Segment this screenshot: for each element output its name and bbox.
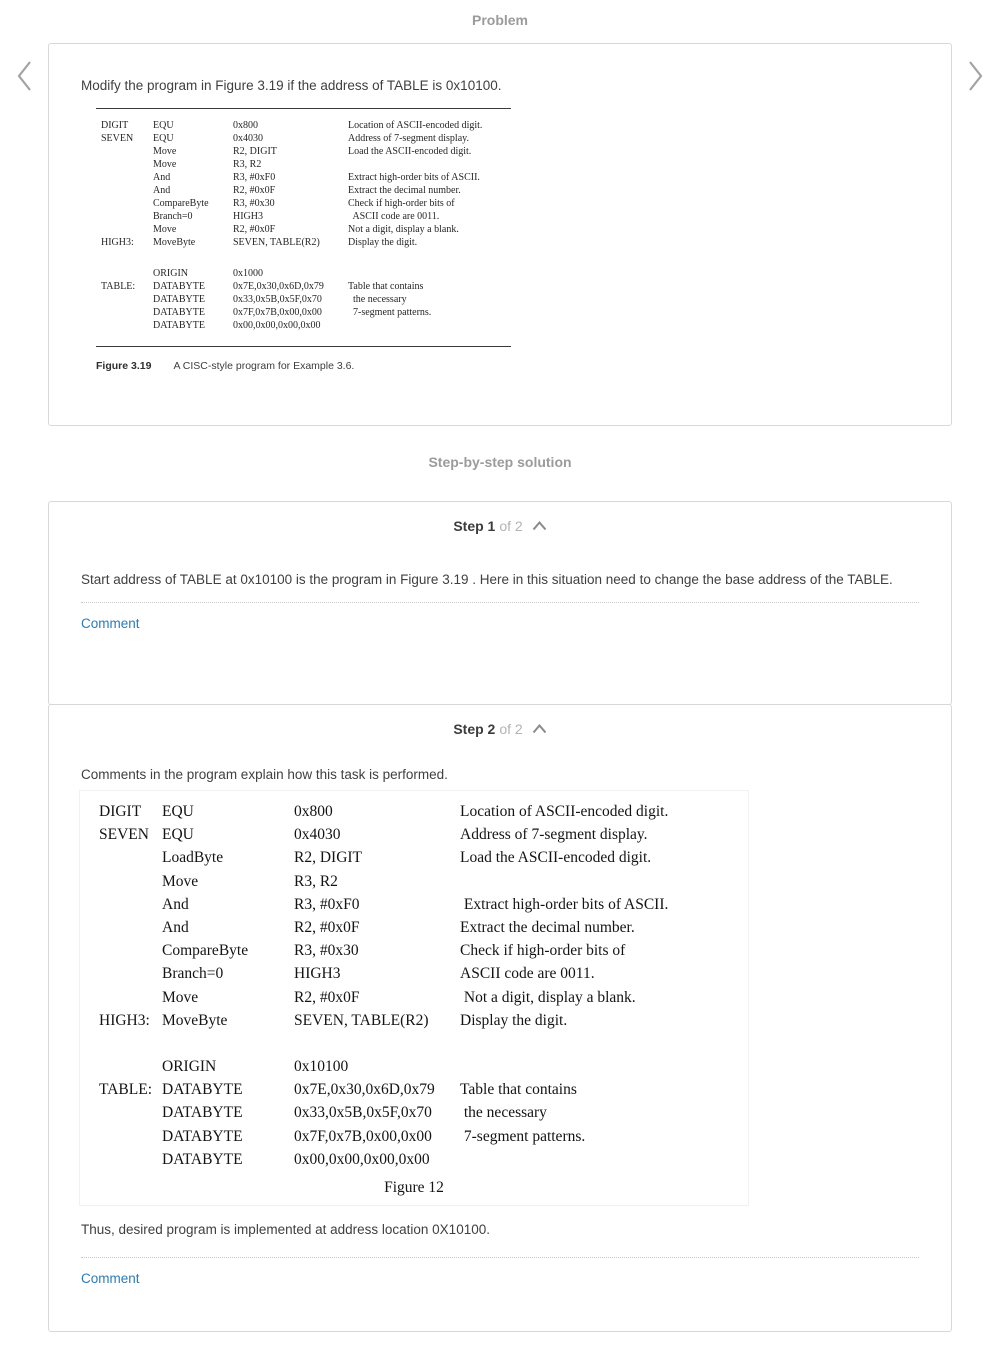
code-row (80, 800, 748, 823)
code-mnemonic: And (153, 185, 171, 196)
code-row (101, 145, 511, 158)
code-row (80, 1148, 748, 1171)
code-comment (348, 319, 511, 332)
chevron-left-icon (13, 81, 37, 98)
code-mnemonic: DATABYTE (162, 1127, 243, 1145)
step-2-count: of 2 (499, 721, 523, 737)
code-comment: 7-segment patterns. (460, 1127, 586, 1145)
collapse-step-2-button[interactable] (532, 720, 547, 738)
code-row (101, 267, 511, 280)
code-label: SEVEN (101, 133, 134, 144)
code-mnemonic: And (162, 895, 189, 913)
code-row (80, 916, 748, 939)
code-comment: Table that contains (348, 281, 424, 292)
chevron-up-icon (532, 721, 547, 737)
code-label: TABLE: (101, 281, 136, 292)
figure-12 (79, 790, 749, 1206)
code-comment: Extract high-order bits of ASCII. (460, 895, 669, 913)
code-mnemonic: Move (153, 224, 177, 235)
step-1-header (81, 502, 919, 535)
code-operand: 0x7E,0x30,0x6D,0x79 (294, 1081, 435, 1099)
code-label (99, 1125, 162, 1148)
code-mnemonic: CompareByte (162, 942, 249, 960)
code-label (101, 267, 153, 280)
code-operand: SEVEN, TABLE(R2) (294, 1011, 429, 1029)
code-operand: R2, #0x0F (294, 919, 360, 937)
step-1-title: Step 1 (453, 518, 496, 534)
code-row (101, 236, 511, 249)
step-2-paragraph: Comments in the program explain how this task is performed. (81, 767, 448, 782)
code-comment: Load the ASCII-encoded digit. (460, 849, 652, 867)
code-label: DIGIT (99, 803, 142, 820)
code-label: HIGH3: (99, 1011, 150, 1029)
code-mnemonic: LoadByte (162, 849, 224, 867)
code-label (101, 306, 153, 319)
figure-caption-text: A CISC-style program for Example 3.6. (173, 360, 355, 372)
code-comment: the necessary (460, 1104, 547, 1122)
code-label (99, 939, 162, 962)
code-mnemonic: DATABYTE (153, 307, 205, 318)
code-label (99, 1101, 162, 1124)
code-row (101, 171, 511, 184)
code-operand: R3, R2 (233, 159, 262, 170)
code-operand: 0x1000 (233, 268, 263, 279)
code-row (80, 1055, 748, 1078)
code-row (80, 893, 748, 916)
code-row (101, 197, 511, 210)
code-operand: 0x800 (233, 120, 258, 131)
code-comment (348, 158, 511, 171)
code-row (101, 210, 511, 223)
step-1-divider (81, 602, 919, 603)
code-label (101, 171, 153, 184)
code-operand: HIGH3 (233, 211, 263, 222)
code-row (101, 293, 511, 306)
figure-3-19-code-table (101, 267, 511, 332)
code-label (99, 846, 162, 869)
code-operand: R2, DIGIT (294, 849, 363, 867)
code-comment: ASCII code are 0011. (460, 965, 595, 983)
code-operand: R3, R2 (294, 872, 338, 890)
code-row (80, 939, 748, 962)
chevron-up-icon (532, 518, 547, 534)
code-row (101, 223, 511, 236)
code-comment: the necessary (348, 294, 407, 305)
code-operand: R2, #0x0F (233, 224, 276, 235)
code-mnemonic: Move (162, 988, 199, 1006)
code-mnemonic: And (162, 919, 189, 937)
code-operand: R3, #0x30 (294, 942, 359, 960)
code-mnemonic: DATABYTE (162, 1081, 243, 1099)
code-mnemonic: DATABYTE (153, 320, 205, 331)
problem-card (48, 43, 952, 426)
code-operand: R3, #0xF0 (233, 172, 276, 183)
step-1-comment-link[interactable]: Comment (81, 616, 140, 631)
previous-problem-button[interactable] (13, 58, 37, 94)
code-comment: Load the ASCII-encoded digit. (348, 146, 472, 157)
step-1-paragraph: Start address of TABLE at 0x10100 is the program in Figure 3.19 . Here in this situation need to change the base address of the TABLE. (81, 572, 893, 587)
code-label (101, 197, 153, 210)
code-row (101, 319, 511, 332)
code-operand: 0x4030 (294, 826, 341, 844)
figure-12-code-table (80, 1055, 748, 1171)
code-mnemonic: CompareByte (153, 198, 209, 209)
code-comment: Extract the decimal number. (460, 919, 635, 937)
collapse-step-1-button[interactable] (532, 517, 547, 535)
code-label (99, 870, 162, 893)
chevron-right-icon (963, 81, 987, 98)
code-comment: Address of 7-segment display. (460, 826, 648, 844)
code-comment: Not a digit, display a blank. (348, 224, 459, 235)
step-1-count: of 2 (499, 518, 523, 534)
code-comment (348, 267, 511, 280)
code-mnemonic: DATABYTE (162, 1104, 243, 1122)
code-operand: 0x00,0x00,0x00,0x00 (294, 1150, 430, 1168)
code-comment: 7-segment patterns. (348, 307, 432, 318)
code-mnemonic: EQU (162, 803, 194, 820)
code-row (80, 1009, 748, 1032)
figure-12-caption: Figure 12 (384, 1179, 444, 1197)
code-mnemonic: MoveByte (153, 237, 196, 248)
code-label (99, 986, 162, 1009)
figure-12-code-main (80, 800, 748, 1032)
code-operand: 0x7E,0x30,0x6D,0x79 (233, 281, 324, 292)
code-label (101, 319, 153, 332)
code-label: SEVEN (99, 826, 149, 844)
code-comment: Check if high-order bits of (460, 942, 626, 960)
code-label (101, 145, 153, 158)
code-row (101, 158, 511, 171)
solution-heading: Step-by-step solution (428, 454, 572, 470)
code-operand: R3, #0xF0 (294, 895, 360, 913)
code-label (99, 1148, 162, 1171)
code-mnemonic: DATABYTE (153, 294, 205, 305)
code-row (101, 184, 511, 197)
code-row (80, 823, 748, 846)
code-row (80, 1101, 748, 1124)
code-comment: Extract high-order bits of ASCII. (348, 172, 480, 183)
figure-3-19-code-main (101, 119, 511, 249)
code-label: HIGH3: (101, 237, 134, 248)
code-label (101, 293, 153, 306)
code-row (80, 1125, 748, 1148)
figure-3-19-caption (96, 360, 511, 372)
problem-statement: Modify the program in Figure 3.19 if the address of TABLE is 0x10100. (81, 78, 502, 93)
code-operand: SEVEN, TABLE(R2) (233, 237, 320, 248)
step-2-divider (81, 1257, 919, 1258)
code-row (101, 119, 511, 132)
code-operand: R3, #0x30 (233, 198, 275, 209)
code-comment: Not a digit, display a blank. (460, 988, 636, 1006)
figure-3-19 (96, 108, 511, 372)
code-operand: 0x4030 (233, 133, 263, 144)
code-comment: Location of ASCII-encoded digit. (460, 803, 669, 820)
code-row (80, 1078, 748, 1101)
code-operand: 0x800 (294, 803, 333, 820)
code-comment (460, 870, 748, 893)
code-label (101, 223, 153, 236)
code-mnemonic: DATABYTE (153, 281, 205, 292)
code-mnemonic: ORIGIN (162, 1058, 217, 1076)
code-operand: 0x10100 (294, 1058, 349, 1076)
code-mnemonic: And (153, 172, 171, 183)
code-mnemonic: EQU (162, 826, 194, 844)
code-comment: Display the digit. (460, 1011, 568, 1029)
code-row (80, 962, 748, 985)
code-comment: Address of 7-segment display. (348, 133, 469, 144)
code-mnemonic: Move (153, 146, 177, 157)
step-2-title: Step 2 (453, 721, 496, 737)
code-label: DIGIT (101, 120, 129, 131)
code-comment: Check if high-order bits of (348, 198, 455, 209)
code-comment (460, 1148, 748, 1171)
code-label (99, 962, 162, 985)
code-comment: Display the digit. (348, 237, 418, 248)
code-label (99, 1055, 162, 1078)
code-operand: 0x00,0x00,0x00,0x00 (233, 320, 321, 331)
code-mnemonic: ORIGIN (153, 268, 188, 279)
code-mnemonic: Move (153, 159, 177, 170)
step-2-comment-link[interactable]: Comment (81, 1271, 140, 1287)
code-mnemonic: Branch=0 (153, 211, 193, 222)
code-comment: Location of ASCII-encoded digit. (348, 120, 483, 131)
code-operand: R2, #0x0F (294, 988, 360, 1006)
step-2-closing: Thus, desired program is implemented at address location 0X10100. (81, 1222, 490, 1238)
code-operand: 0x33,0x5B,0x5F,0x70 (233, 294, 322, 305)
code-label (99, 893, 162, 916)
code-mnemonic: Move (162, 872, 199, 890)
code-operand: R2, #0x0F (233, 185, 276, 196)
code-comment: Table that contains (460, 1081, 577, 1099)
next-problem-button[interactable] (963, 58, 987, 94)
code-operand: 0x7F,0x7B,0x00,0x00 (294, 1127, 432, 1145)
code-mnemonic: Branch=0 (162, 965, 224, 983)
code-row (80, 870, 748, 893)
code-operand: 0x33,0x5B,0x5F,0x70 (294, 1104, 432, 1122)
code-operand: HIGH3 (294, 965, 341, 983)
code-row (101, 280, 511, 293)
step-2-card (48, 704, 952, 1332)
figure-bottom-rule (96, 346, 511, 347)
code-mnemonic: MoveByte (162, 1011, 228, 1029)
code-label (101, 210, 153, 223)
code-mnemonic: EQU (153, 120, 174, 131)
code-label (101, 184, 153, 197)
code-comment: Extract the decimal number. (348, 185, 461, 196)
figure-caption-label: Figure 3.19 (96, 360, 152, 372)
code-row (101, 306, 511, 319)
code-mnemonic: EQU (153, 133, 174, 144)
code-label (99, 916, 162, 939)
code-row (80, 846, 748, 869)
code-comment (460, 1055, 748, 1078)
code-label: TABLE: (99, 1081, 153, 1099)
step-2-header (81, 705, 919, 738)
code-row (101, 132, 511, 145)
step-1-card (48, 501, 952, 705)
code-row (80, 986, 748, 1009)
code-label (101, 158, 153, 171)
code-operand: R2, DIGIT (233, 146, 277, 157)
code-comment: ASCII code are 0011. (348, 211, 440, 222)
code-operand: 0x7F,0x7B,0x00,0x00 (233, 307, 322, 318)
problem-heading: Problem (471, 12, 528, 28)
code-mnemonic: DATABYTE (162, 1150, 243, 1168)
